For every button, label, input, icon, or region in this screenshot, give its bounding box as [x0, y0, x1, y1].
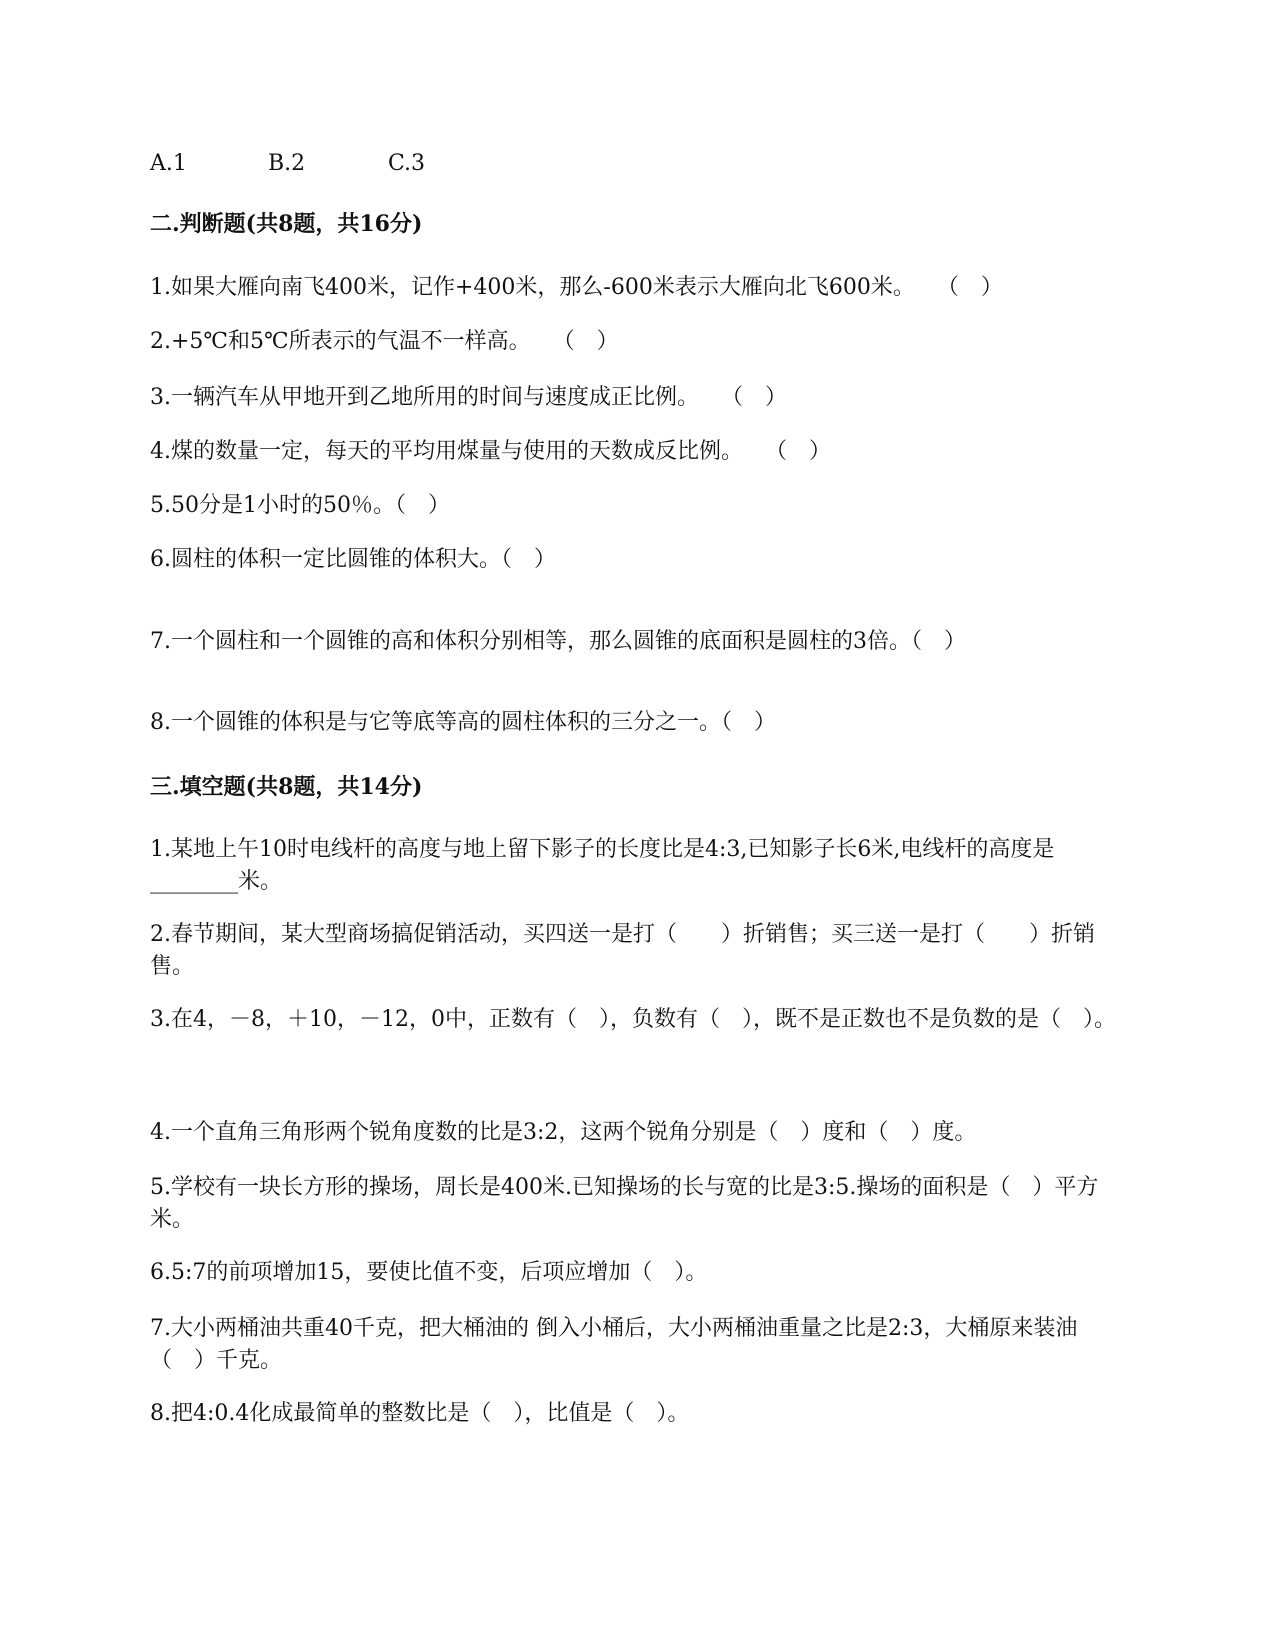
question-item: 5.学校有一块长方形的操场，周长是400米.已知操场的长与宽的比是3:5.操场的面积是（ ）平方米。 — [150, 1175, 1099, 1232]
question-item: 6.圆柱的体积一定比圆锥的体积大。（ ） — [150, 547, 556, 572]
question-item: 3.在4，－8，＋10，－12，0中，正数有（ ），负数有（ ），既不是正数也不是负数的是（ ）。 — [150, 1007, 1116, 1032]
question-item: 6.5:7的前项增加15，要使比值不变，后项应增加（ ）。 — [150, 1260, 708, 1285]
option-c: C.3 — [388, 151, 426, 176]
question-item: 3.一辆汽车从甲地开到乙地所用的时间与速度成正比例。 （ ） — [150, 385, 787, 410]
option-b: B.2 — [268, 151, 306, 176]
question-item: 2.春节期间，某大型商场搞促销活动，买四送一是打（ ）折销售；买三送一是打（ ）折销售。 — [150, 922, 1095, 979]
section-heading-judgement: 二.判断题(共8题，共16分) — [150, 211, 423, 237]
question-item: 1.某地上午10时电线杆的高度与地上留下影子的长度比是4:3,已知影子长6米,电线杆的高度是________米。 — [150, 837, 1055, 894]
question-item: 8.把4:0.4化成最简单的整数比是（ ），比值是（ ）。 — [150, 1401, 690, 1426]
question-item: 2.+5℃和5℃所表示的气温不一样高。 （ ） — [150, 329, 619, 354]
question-item: 7.大小两桶油共重40千克，把大桶油的 倒入小桶后，大小两桶油重量之比是2:3，大桶原来装油（ ）千克。 — [150, 1316, 1078, 1373]
question-item: 1.如果大雁向南飞400米，记作+400米，那么-600米表示大雁向北飞600米。 （ ） — [150, 275, 1003, 300]
question-item: 7.一个圆柱和一个圆锥的高和体积分别相等，那么圆锥的底面积是圆柱的3倍。（ ） — [150, 629, 966, 654]
question-item: 5.50分是1小时的50％。（ ） — [150, 493, 450, 518]
question-item: 4.煤的数量一定，每天的平均用煤量与使用的天数成反比例。 （ ） — [150, 439, 831, 464]
question-item: 4.一个直角三角形两个锐角度数的比是3:2，这两个锐角分别是（ ）度和（ ）度。 — [150, 1120, 977, 1145]
question-item: 8.一个圆锥的体积是与它等底等高的圆柱体积的三分之一。（ ） — [150, 710, 776, 735]
option-a: A.1 — [150, 151, 187, 176]
section-heading-fill-in: 三.填空题(共8题，共14分) — [150, 774, 423, 800]
